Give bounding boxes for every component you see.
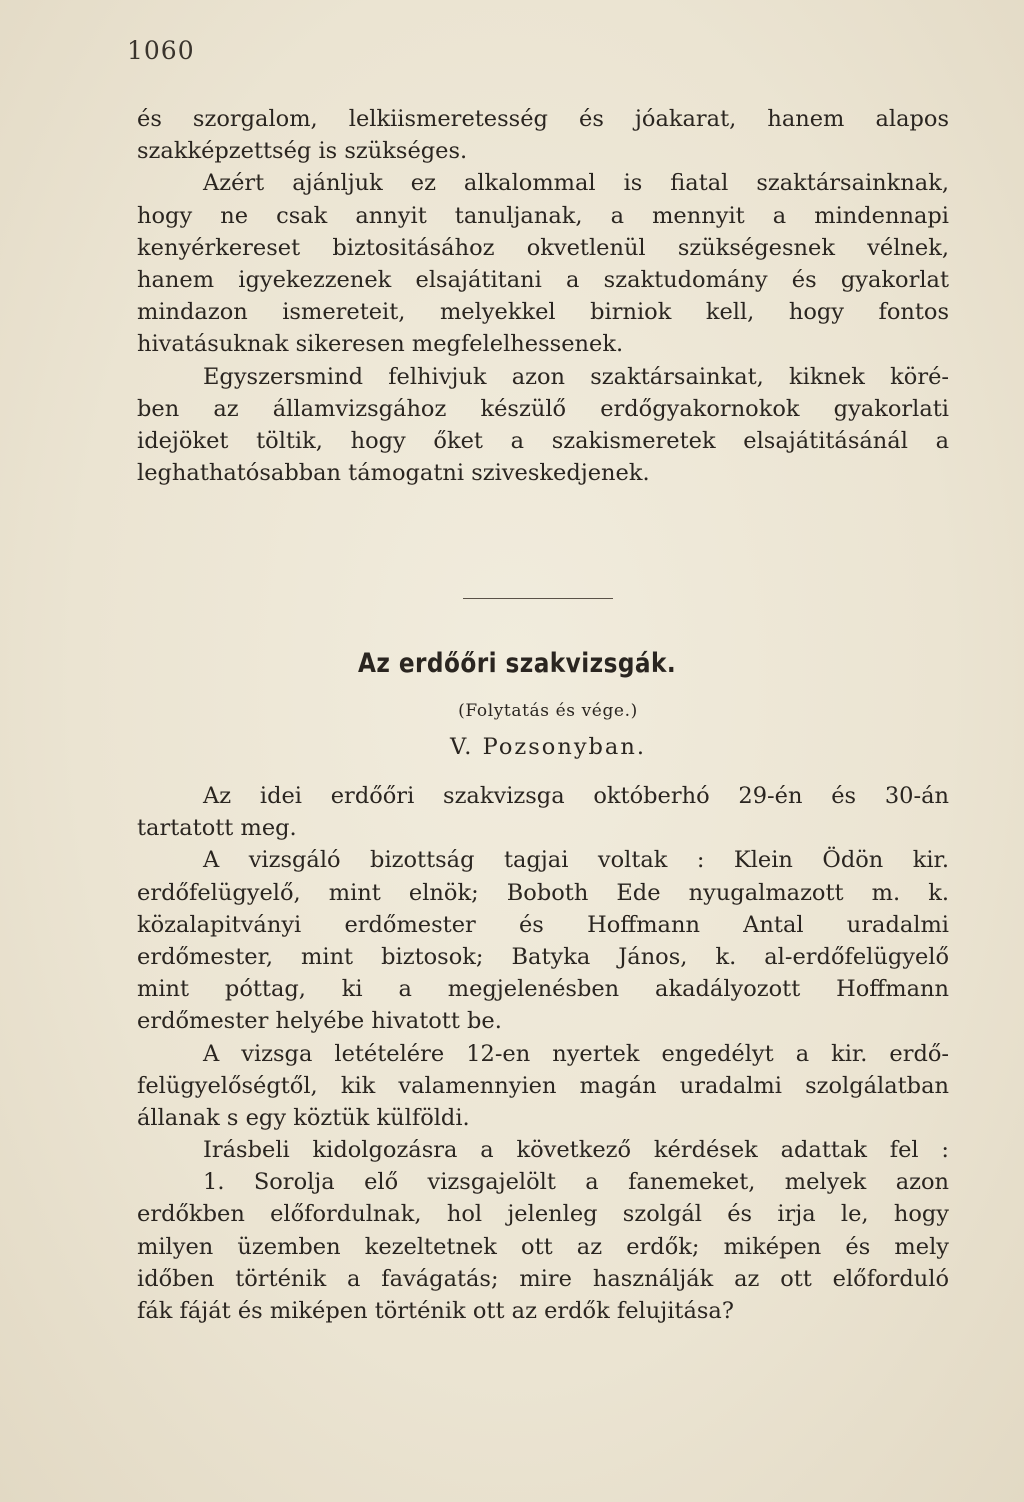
text-line: Egyszersmind felhivjuk azon szaktársainkat, kiknek köré- (203, 363, 949, 390)
text-line: fák fáját és miképen történik ott az erdők felujitása? (137, 1298, 734, 1324)
text-line: felügyelőségtől, kik valamennyien magán uradalmi szolgálatban (137, 1072, 949, 1099)
article-heading: Az erdőőri szakvizsgák. (357, 648, 677, 679)
text-line: Azért ajánljuk ez alkalommal is fiatal szaktársainknak, (203, 170, 949, 197)
text-line: 1. Sorolja elő vizsgajelölt a fanemeket, melyek azon (203, 1169, 949, 1196)
text-line: időben történik a favágatás; mire használják az ott előforduló (137, 1265, 949, 1292)
text-line: szakképzettség is szükséges. (137, 138, 468, 165)
section-title: V. Pozsonyban. (449, 734, 646, 760)
text-line: erdőfelügyelő, mint elnök; Boboth Ede nyugalmazott m. k. (137, 879, 949, 906)
text-line: mindazon ismereteit, melyekkel birniok kell, hogy fontos (137, 299, 949, 326)
text-line: idejöket töltik, hogy őket a szakismeretek elsajátitásánál a (137, 427, 949, 454)
text-line: állanak s egy köztük külföldi. (137, 1104, 470, 1131)
text-line: Irásbeli kidolgozásra a következő kérdések adattak fel : (203, 1137, 949, 1164)
text-line: erdőmester, mint biztosok; Batyka János, k. al-erdőfelügyelő (137, 943, 949, 970)
text-line: hanem igyekezzenek elsajátitani a szaktudomány és gyakorlat (137, 266, 949, 293)
text-line: erdőkben előfordulnak, hol jelenleg szolgál és irja le, hogy (137, 1201, 949, 1228)
section-divider (463, 598, 613, 599)
text-line: mint póttag, ki a megjelenésben akadályozott Hoffmann (137, 976, 949, 1003)
page-number: 1060 (127, 36, 195, 65)
text-line: kenyérkereset biztositásához okvetlenül szükségesnek vélnek, (137, 234, 949, 261)
intro-text (137, 103, 949, 489)
body-text (137, 780, 949, 1327)
text-line: A vizsga letételére 12-en nyertek engedélyt a kir. erdő- (203, 1040, 949, 1067)
text-line: milyen üzemben kezeltetnek ott az erdők; miképen és mely (137, 1233, 949, 1260)
text-line: hogy ne csak annyit tanuljanak, a mennyit a mindennapi (137, 202, 949, 229)
text-line: leghathatósabban támogatni sziveskedjenek. (137, 460, 650, 487)
text-line: tartatott meg. (137, 815, 297, 842)
text-line: erdőmester helyébe hivatott be. (137, 1008, 502, 1035)
article-subtitle: (Folytatás és vége.) (458, 701, 638, 721)
text-line: hivatásuknak sikeresen megfelelhessenek. (137, 331, 624, 358)
text-line: A vizsgáló bizottság tagjai voltak : Klein Ödön kir. (203, 847, 949, 874)
text-line: Az idei erdőőri szakvizsga októberhó 29-én és 30-án (203, 783, 949, 809)
text-line: és szorgalom, lelkiismeretesség és jóakarat, hanem alapos (137, 106, 949, 132)
text-line: közalapitványi erdőmester és Hoffmann Antal uradalmi (137, 911, 949, 938)
text-line: ben az államvizsgához készülő erdőgyakornokok gyakorlati (137, 395, 949, 422)
